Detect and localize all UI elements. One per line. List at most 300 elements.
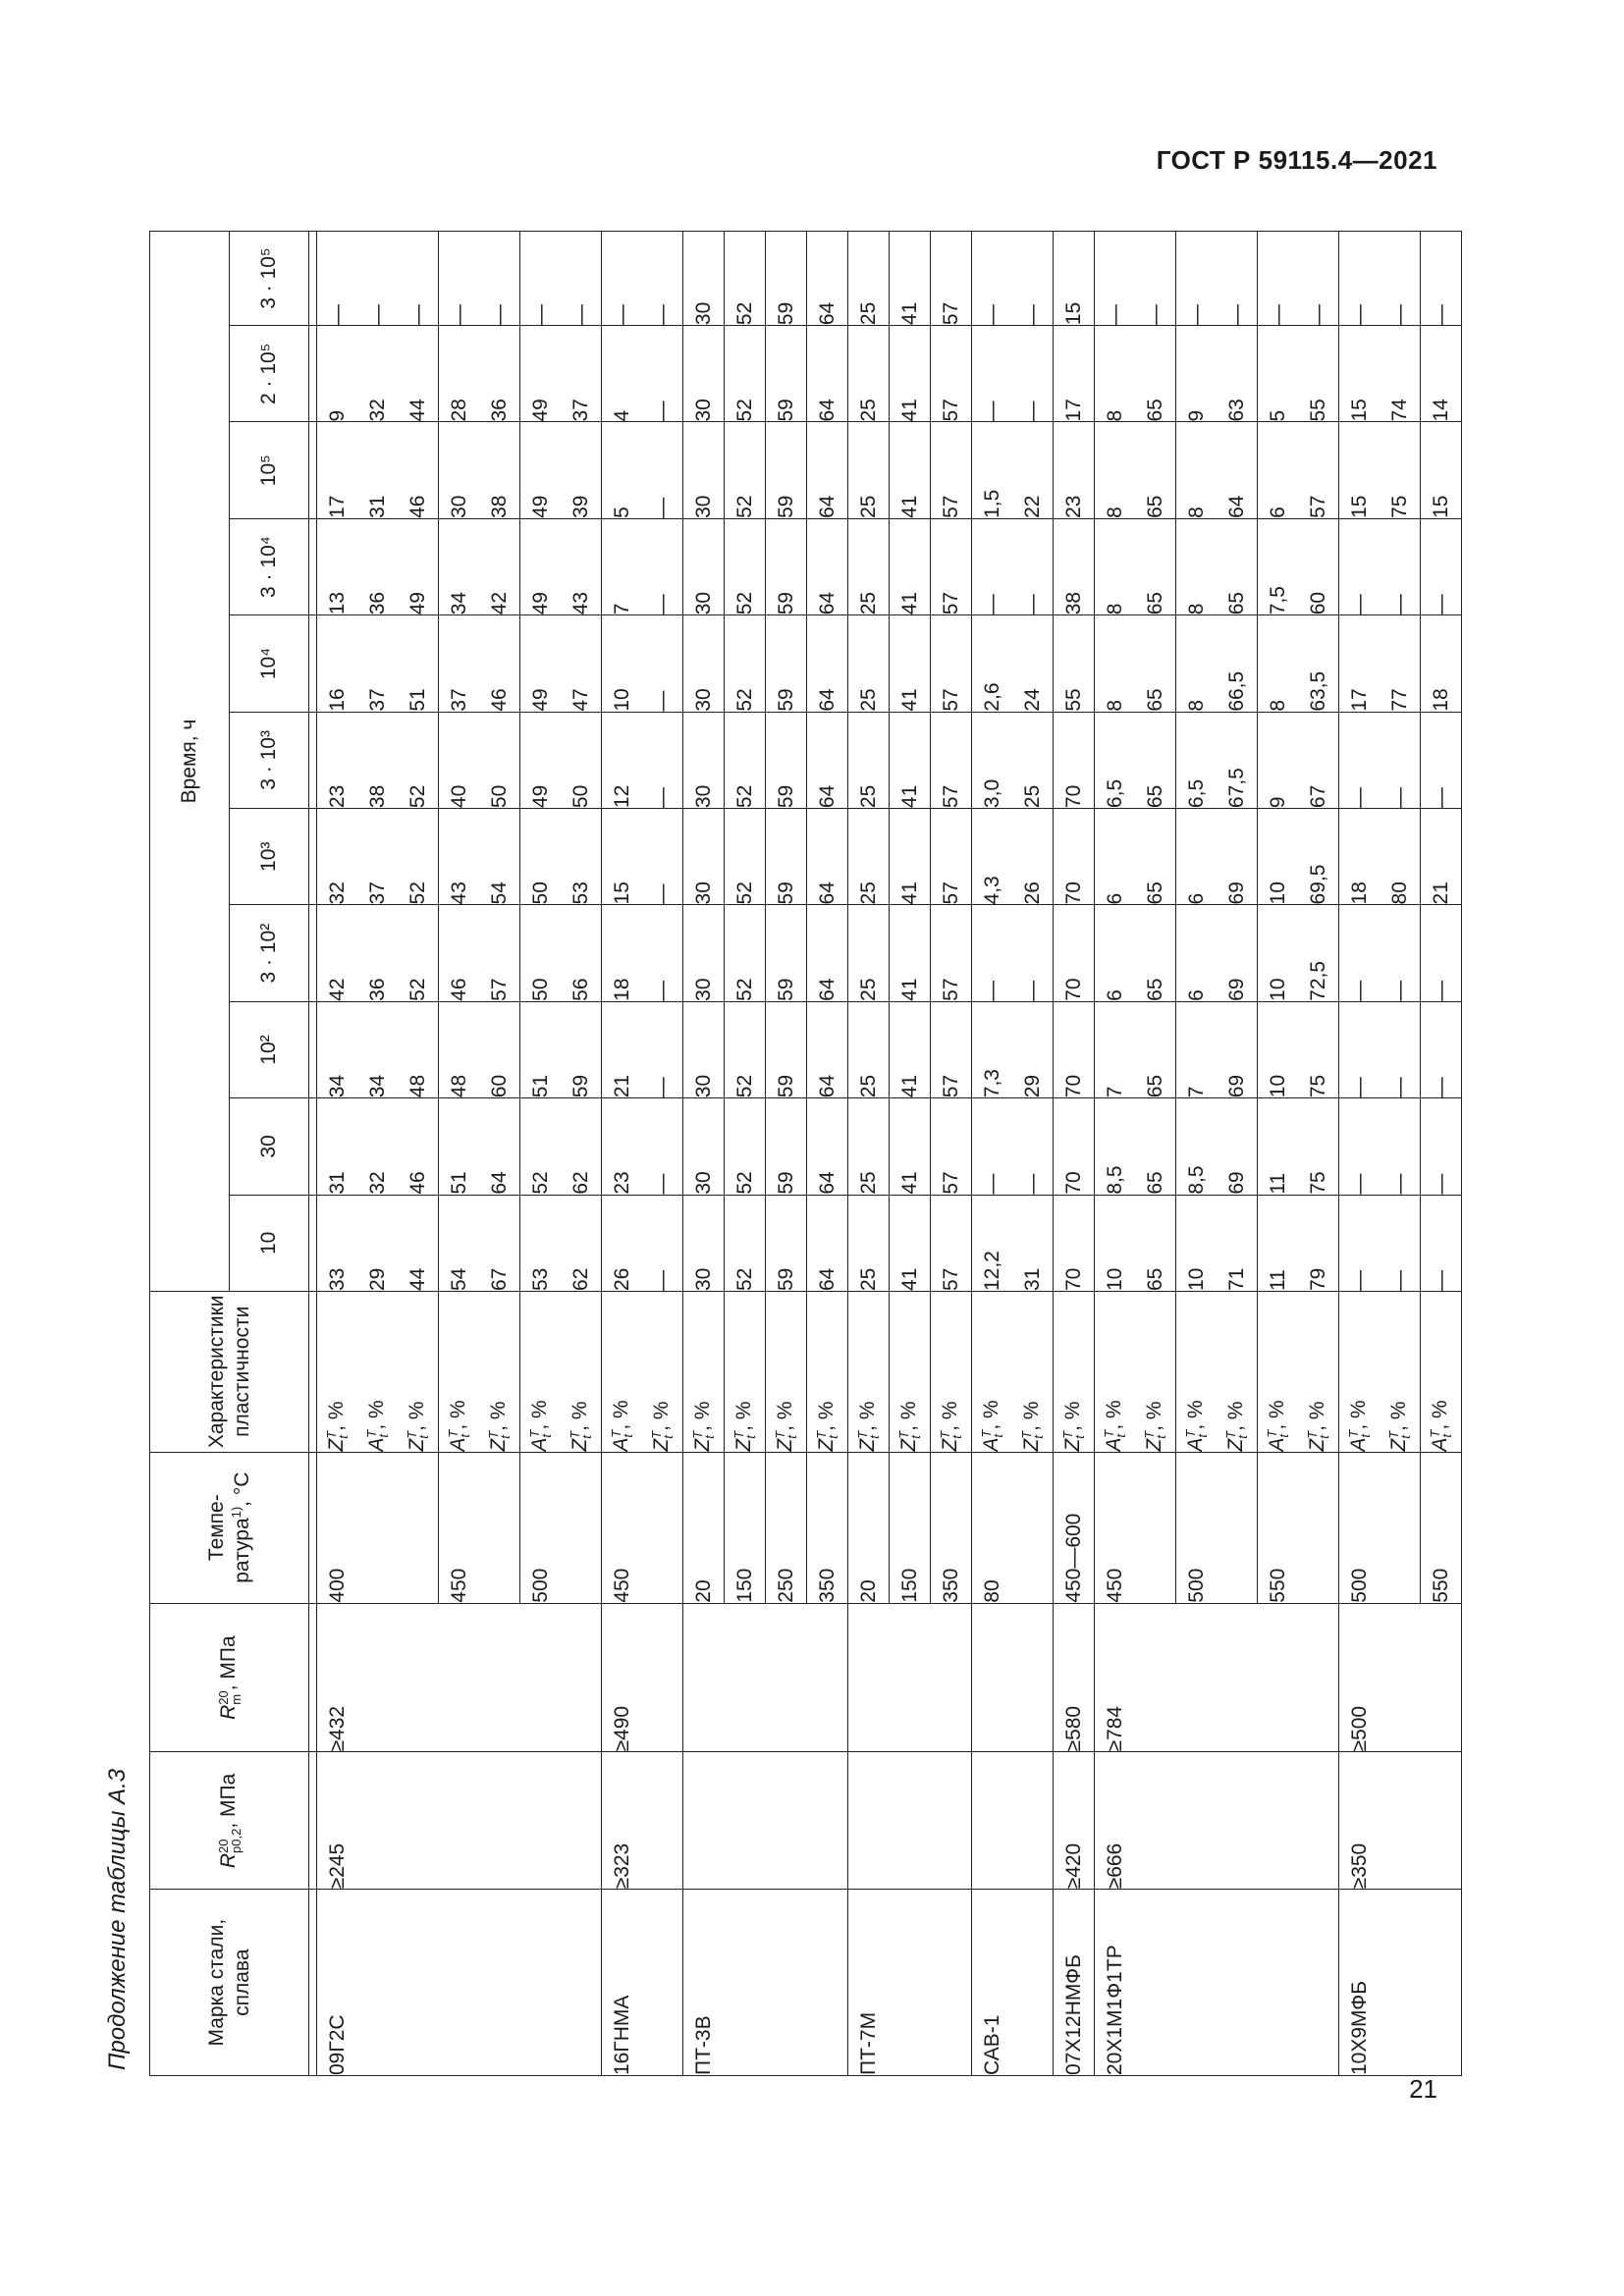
- value-cell: —: [1380, 712, 1421, 808]
- rm-unit: , МПа: [217, 1635, 241, 1691]
- divider-cell: [309, 326, 317, 422]
- percent-sign: , %: [897, 1401, 921, 1431]
- value-cell: 50: [479, 712, 520, 808]
- plasticity-cell: [972, 1292, 1013, 1453]
- plasticity-symbol: Z: [1143, 1438, 1166, 1452]
- table-row: [1012, 232, 1054, 2076]
- divider-cell: [309, 1890, 317, 2076]
- value-cell: 30: [683, 518, 725, 614]
- value-cell: 15: [1339, 422, 1380, 518]
- value-cell: 25: [1012, 712, 1054, 808]
- value-cell: 25: [848, 232, 890, 326]
- value-cell: 26: [1012, 809, 1054, 905]
- value-cell: —: [398, 232, 439, 326]
- value-cell: 3,0: [972, 712, 1013, 808]
- value-cell: —: [1339, 232, 1380, 326]
- tensile-strength-cell: [1135, 1603, 1176, 1752]
- tensile-strength-cell: [479, 1603, 520, 1752]
- percent-sign: , %: [1306, 1401, 1329, 1431]
- percent-sign: , %: [650, 1401, 674, 1431]
- value-cell: —: [642, 712, 683, 808]
- plasticity-index: T t: [1059, 1430, 1087, 1439]
- rp-unit: , МПа: [217, 1773, 241, 1829]
- value-cell: 56: [561, 905, 602, 1001]
- value-cell: —: [972, 905, 1013, 1001]
- temp-label-line1: Темпе-: [204, 1494, 228, 1562]
- value-cell: 30: [683, 809, 725, 905]
- value-cell: 57: [931, 712, 972, 808]
- plasticity-index: T t: [772, 1430, 799, 1439]
- temperature-cell: [1217, 1452, 1258, 1603]
- temperature-cell: 450—600: [1054, 1452, 1095, 1603]
- temperature-cell: 20: [848, 1452, 890, 1603]
- plasticity-index: T t: [363, 1429, 391, 1438]
- percent-sign: , %: [1184, 1400, 1208, 1430]
- value-cell: —: [1380, 1001, 1421, 1097]
- value-cell: 2,6: [972, 615, 1013, 712]
- plasticity-symbol: A: [1266, 1437, 1289, 1452]
- value-cell: 52: [398, 712, 439, 808]
- plasticity-symbol: Z: [1061, 1438, 1085, 1452]
- value-cell: 10: [1258, 809, 1299, 905]
- tensile-strength-cell: [848, 1603, 890, 1752]
- value-cell: 52: [725, 905, 766, 1001]
- value-cell: 63: [1217, 326, 1258, 422]
- plasticity-symbol: Z: [691, 1438, 715, 1452]
- value-cell: 65: [1135, 1001, 1176, 1097]
- value-cell: 64: [479, 1098, 520, 1195]
- plasticity-index: T t: [445, 1429, 472, 1438]
- value-cell: 57: [931, 232, 972, 326]
- table-row: [683, 232, 725, 2076]
- value-cell: 69: [1217, 1098, 1258, 1195]
- percent-sign: , %: [691, 1401, 715, 1431]
- value-cell: 69: [1217, 905, 1258, 1001]
- column-header-yield-strength: R 20 p0,2 , МПа: [150, 1752, 309, 1890]
- value-cell: —: [642, 326, 683, 422]
- value-cell: 31: [317, 1098, 358, 1195]
- temperature-cell: [642, 1452, 683, 1603]
- value-cell: 8: [1095, 615, 1136, 712]
- value-cell: 52: [398, 809, 439, 905]
- plasticity-cell: [1421, 1292, 1462, 1453]
- value-cell: 4,3: [972, 809, 1013, 905]
- plasticity-index: T t: [567, 1430, 594, 1439]
- value-cell: 47: [561, 615, 602, 712]
- value-cell: 15: [602, 809, 643, 905]
- grade-cell: [1176, 1890, 1218, 2076]
- temperature-cell: [561, 1452, 602, 1603]
- value-cell: 24: [1012, 615, 1054, 712]
- value-cell: 75: [1298, 1001, 1339, 1097]
- value-cell: 65: [1135, 1098, 1176, 1195]
- value-cell: 41: [890, 518, 931, 614]
- value-cell: 59: [766, 809, 807, 905]
- value-cell: 57: [479, 905, 520, 1001]
- plasticity-cell: [439, 1292, 480, 1453]
- yield-strength-cell: [807, 1752, 848, 1890]
- value-cell: 38: [479, 422, 520, 518]
- temperature-cell: 450: [1095, 1452, 1136, 1603]
- temperature-cell: 80: [972, 1452, 1013, 1603]
- tensile-strength-cell: [972, 1603, 1013, 1752]
- plasticity-cell: [1258, 1292, 1299, 1453]
- table-row: [479, 232, 520, 2076]
- grade-cell: [439, 1890, 480, 2076]
- yield-strength-cell: ≥666: [1095, 1752, 1136, 1890]
- grade-cell: САВ-1: [972, 1890, 1013, 2076]
- value-cell: 65: [1135, 422, 1176, 518]
- yield-strength-cell: ≥323: [602, 1752, 643, 1890]
- value-cell: —: [1012, 232, 1054, 326]
- value-cell: —: [1012, 518, 1054, 614]
- value-cell: 18: [602, 905, 643, 1001]
- table-row: [439, 232, 480, 2076]
- grade-cell: [642, 1890, 683, 2076]
- plasticity-symbol: A: [1429, 1437, 1452, 1452]
- value-cell: —: [1095, 232, 1136, 326]
- divider-cell: [309, 1603, 317, 1752]
- column-header-time-4: 10³: [230, 809, 309, 905]
- temp-label-line2: ратура: [230, 1518, 253, 1583]
- yield-strength-cell: [479, 1752, 520, 1890]
- grade-cell: [1421, 1890, 1462, 2076]
- value-cell: —: [479, 232, 520, 326]
- document-header: ГОСТ Р 59115.4—2021: [1156, 145, 1437, 175]
- grade-cell: [1380, 1890, 1421, 2076]
- value-cell: —: [1012, 905, 1054, 1001]
- percent-sign: , %: [1103, 1400, 1126, 1430]
- grade-cell: [1135, 1890, 1176, 2076]
- temperature-cell: 450: [602, 1452, 643, 1603]
- value-cell: 59: [766, 615, 807, 712]
- value-cell: —: [1339, 905, 1380, 1001]
- value-cell: 6: [1176, 809, 1218, 905]
- value-cell: 33: [317, 1195, 358, 1291]
- value-cell: 17: [317, 422, 358, 518]
- divider-cell: [309, 422, 317, 518]
- plasticity-symbol: A: [1347, 1437, 1371, 1452]
- value-cell: 49: [520, 518, 562, 614]
- plasticity-cell: [398, 1292, 439, 1453]
- yield-strength-cell: [725, 1752, 766, 1890]
- value-cell: —: [642, 422, 683, 518]
- properties-table: [149, 231, 1462, 2076]
- value-cell: 1,5: [972, 422, 1013, 518]
- yield-strength-cell: [398, 1752, 439, 1890]
- grade-cell: [890, 1890, 931, 2076]
- value-cell: 64: [807, 232, 848, 326]
- plasticity-index: T t: [1182, 1429, 1210, 1438]
- value-cell: 57: [931, 326, 972, 422]
- percent-sign: , %: [406, 1401, 429, 1431]
- value-cell: 6: [1095, 809, 1136, 905]
- column-header-temperature: Темпе- ратура$^{1)}$, °С: [150, 1452, 309, 1603]
- plasticity-cell: [890, 1292, 931, 1453]
- value-cell: 37: [357, 809, 398, 905]
- value-cell: 41: [890, 615, 931, 712]
- value-cell: 49: [398, 518, 439, 614]
- temperature-cell: 250: [766, 1452, 807, 1603]
- table-row: [1095, 232, 1136, 2076]
- value-cell: 17: [1054, 326, 1095, 422]
- temperature-cell: 150: [890, 1452, 931, 1603]
- value-cell: 25: [848, 905, 890, 1001]
- value-cell: 62: [561, 1098, 602, 1195]
- value-cell: 36: [357, 905, 398, 1001]
- table-row: [972, 232, 1013, 2076]
- plasticity-symbol: Z: [1387, 1438, 1411, 1452]
- value-cell: 57: [931, 615, 972, 712]
- yield-strength-cell: [931, 1752, 972, 1890]
- value-cell: —: [972, 518, 1013, 614]
- percent-sign: , %: [365, 1400, 389, 1430]
- percent-sign: , %: [325, 1401, 349, 1431]
- plasticity-symbol: A: [1103, 1437, 1126, 1452]
- percent-sign: , %: [774, 1401, 797, 1431]
- value-cell: 64: [807, 1098, 848, 1195]
- value-cell: 9: [1258, 712, 1299, 808]
- value-cell: 8,5: [1176, 1098, 1218, 1195]
- value-cell: 5: [1258, 326, 1299, 422]
- value-cell: 8: [1095, 518, 1136, 614]
- table-row: [1176, 232, 1218, 2076]
- value-cell: 21: [602, 1001, 643, 1097]
- value-cell: 57: [931, 905, 972, 1001]
- plasticity-index: T t: [689, 1430, 717, 1439]
- value-cell: 22: [1012, 422, 1054, 518]
- value-cell: 25: [848, 1098, 890, 1195]
- table-row: [520, 232, 562, 2076]
- value-cell: 64: [807, 615, 848, 712]
- value-cell: 59: [766, 905, 807, 1001]
- value-cell: 31: [357, 422, 398, 518]
- tensile-strength-cell: [890, 1603, 931, 1752]
- column-header-time-7: 3 · 10⁴: [230, 518, 309, 614]
- value-cell: 10: [1095, 1195, 1136, 1291]
- value-cell: 67: [1298, 712, 1339, 808]
- column-header-time-9: 2 · 10⁵: [230, 326, 309, 422]
- tensile-strength-cell: ≥784: [1095, 1603, 1136, 1752]
- divider-cell: [309, 1098, 317, 1195]
- temperature-cell: [479, 1452, 520, 1603]
- value-cell: 57: [931, 809, 972, 905]
- column-header-time-0: 10: [230, 1195, 309, 1291]
- value-cell: —: [642, 232, 683, 326]
- table-row: [1217, 232, 1258, 2076]
- value-cell: 6: [1176, 905, 1218, 1001]
- grade-cell: [1217, 1890, 1258, 2076]
- value-cell: 52: [725, 1001, 766, 1097]
- table-row: [1054, 232, 1095, 2076]
- table-row: [357, 232, 398, 2076]
- temperature-cell: 550: [1421, 1452, 1462, 1603]
- value-cell: —: [1380, 1098, 1421, 1195]
- value-cell: 25: [848, 422, 890, 518]
- grade-cell: 16ГНМА: [602, 1890, 643, 2076]
- plasticity-cell: [1339, 1292, 1380, 1453]
- value-cell: 65: [1217, 518, 1258, 614]
- value-cell: 74: [1380, 326, 1421, 422]
- value-cell: 6: [1095, 905, 1136, 1001]
- value-cell: 43: [439, 809, 480, 905]
- value-cell: 52: [725, 518, 766, 614]
- plasticity-index: T t: [1304, 1430, 1331, 1439]
- grade-cell: [520, 1890, 562, 2076]
- value-cell: —: [1339, 1195, 1380, 1291]
- plasticity-index: T t: [404, 1430, 431, 1439]
- value-cell: —: [642, 1098, 683, 1195]
- value-cell: 6,5: [1176, 712, 1218, 808]
- value-cell: 65: [1135, 1195, 1176, 1291]
- value-cell: 67,5: [1217, 712, 1258, 808]
- table-row: [725, 232, 766, 2076]
- value-cell: —: [1012, 326, 1054, 422]
- divider-cell: [309, 1752, 317, 1890]
- table-row: [931, 232, 972, 2076]
- value-cell: —: [972, 232, 1013, 326]
- grade-cell: [357, 1890, 398, 2076]
- column-header-time-6: 10⁴: [230, 615, 309, 712]
- table-row: [848, 232, 890, 2076]
- temperature-cell: [1012, 1452, 1054, 1603]
- value-cell: 41: [890, 905, 931, 1001]
- yield-strength-cell: [972, 1752, 1013, 1890]
- plasticity-symbol: Z: [856, 1438, 880, 1452]
- yield-strength-cell: [642, 1752, 683, 1890]
- value-cell: —: [1380, 232, 1421, 326]
- value-cell: 64: [807, 712, 848, 808]
- plasticity-symbol: Z: [1020, 1438, 1044, 1452]
- value-cell: 41: [890, 712, 931, 808]
- value-cell: —: [317, 232, 358, 326]
- value-cell: 12,2: [972, 1195, 1013, 1291]
- value-cell: —: [561, 232, 602, 326]
- value-cell: 64: [807, 905, 848, 1001]
- value-cell: 64: [807, 1195, 848, 1291]
- table-row: [1135, 232, 1176, 2076]
- yield-strength-cell: [561, 1752, 602, 1890]
- value-cell: 14: [1421, 326, 1462, 422]
- value-cell: 64: [807, 326, 848, 422]
- value-cell: 49: [520, 712, 562, 808]
- plasticity-cell: [931, 1292, 972, 1453]
- temperature-cell: 20: [683, 1452, 725, 1603]
- percent-sign: , %: [1387, 1401, 1411, 1431]
- plasticity-symbol: Z: [897, 1438, 921, 1452]
- value-cell: 30: [683, 1098, 725, 1195]
- value-cell: —: [1421, 232, 1462, 326]
- tensile-strength-cell: [398, 1603, 439, 1752]
- grade-cell: [1258, 1890, 1299, 2076]
- value-cell: 18: [1421, 615, 1462, 712]
- value-cell: 41: [890, 422, 931, 518]
- value-cell: —: [602, 232, 643, 326]
- value-cell: 34: [357, 1001, 398, 1097]
- value-cell: —: [1421, 905, 1462, 1001]
- value-cell: 6,5: [1095, 712, 1136, 808]
- value-cell: 37: [357, 615, 398, 712]
- value-cell: 75: [1298, 1098, 1339, 1195]
- value-cell: —: [642, 615, 683, 712]
- plasticity-index: T t: [895, 1430, 923, 1439]
- value-cell: 67: [479, 1195, 520, 1291]
- temperature-cell: 400: [317, 1452, 358, 1603]
- tensile-strength-cell: [725, 1603, 766, 1752]
- grade-cell: [398, 1890, 439, 2076]
- temperature-cell: 350: [931, 1452, 972, 1603]
- yield-strength-cell: [1380, 1752, 1421, 1890]
- value-cell: 48: [398, 1001, 439, 1097]
- value-cell: 41: [890, 1195, 931, 1291]
- value-cell: 42: [317, 905, 358, 1001]
- value-cell: 34: [317, 1001, 358, 1097]
- rotated-table-area: [98, 231, 1454, 2076]
- value-cell: 79: [1298, 1195, 1339, 1291]
- value-cell: 59: [561, 1001, 602, 1097]
- value-cell: 66,5: [1217, 615, 1258, 712]
- value-cell: 11: [1258, 1098, 1299, 1195]
- value-cell: 36: [479, 326, 520, 422]
- plasticity-index: T t: [1141, 1430, 1168, 1439]
- plasticity-symbol: A: [610, 1437, 633, 1452]
- value-cell: 49: [520, 422, 562, 518]
- temperature-cell: 500: [520, 1452, 562, 1603]
- value-cell: 48: [439, 1001, 480, 1097]
- value-cell: 30: [683, 422, 725, 518]
- plasticity-symbol: Z: [325, 1438, 349, 1452]
- value-cell: 64: [807, 809, 848, 905]
- temperature-cell: 550: [1258, 1452, 1299, 1603]
- divider-cell: [309, 712, 317, 808]
- value-cell: 57: [1298, 422, 1339, 518]
- grade-cell: [1298, 1890, 1339, 2076]
- value-cell: 59: [766, 422, 807, 518]
- temperature-cell: [1135, 1452, 1176, 1603]
- value-cell: 25: [848, 518, 890, 614]
- value-cell: —: [1339, 712, 1380, 808]
- value-cell: 69: [1217, 809, 1258, 905]
- table-row: [1258, 232, 1299, 2076]
- plasticity-index: T t: [1427, 1429, 1454, 1438]
- plasticity-index: T t: [1101, 1429, 1128, 1438]
- plasticity-symbol: Z: [406, 1438, 429, 1452]
- value-cell: 52: [725, 232, 766, 326]
- grade-cell: [766, 1890, 807, 2076]
- value-cell: 77: [1380, 615, 1421, 712]
- value-cell: 21: [1421, 809, 1462, 905]
- table-row: [1298, 232, 1339, 2076]
- tensile-strength-cell: [520, 1603, 562, 1752]
- value-cell: 30: [439, 422, 480, 518]
- value-cell: 70: [1054, 905, 1095, 1001]
- value-cell: 54: [479, 809, 520, 905]
- value-cell: —: [1380, 1195, 1421, 1291]
- value-cell: 52: [725, 712, 766, 808]
- grade-cell: [807, 1890, 848, 2076]
- column-group-time: Время, ч: [150, 232, 230, 1292]
- yield-strength-cell: [683, 1752, 725, 1890]
- value-cell: 17: [1339, 615, 1380, 712]
- value-cell: —: [1135, 232, 1176, 326]
- tensile-strength-cell: [439, 1603, 480, 1752]
- value-cell: 64: [1217, 422, 1258, 518]
- yield-strength-cell: [848, 1752, 890, 1890]
- grade-cell: [931, 1890, 972, 2076]
- value-cell: —: [1380, 518, 1421, 614]
- plasticity-index: T t: [1385, 1430, 1413, 1439]
- table-body: [309, 232, 1462, 2076]
